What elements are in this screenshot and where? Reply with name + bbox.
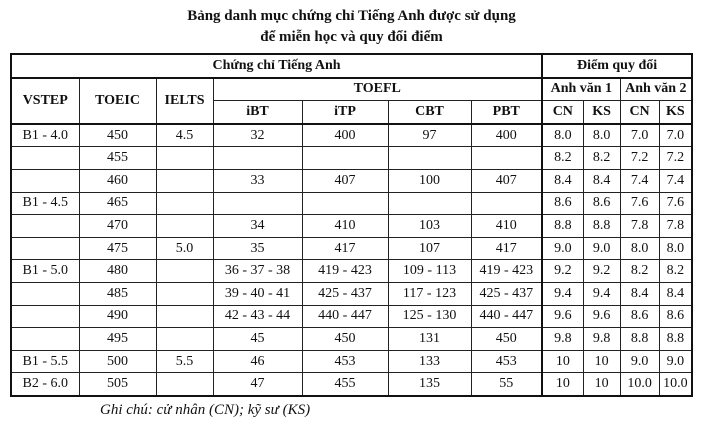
table-cell: 34 (213, 215, 302, 238)
table-cell: 500 (79, 350, 156, 373)
header-ibt: iBT (213, 101, 302, 124)
table-cell: 97 (388, 124, 471, 147)
table-cell: 9.8 (583, 328, 620, 351)
table-cell: 460 (79, 169, 156, 192)
table-row (11, 305, 692, 328)
table-row (11, 192, 692, 215)
table-row (11, 350, 692, 373)
header-ks2: KS (659, 101, 692, 124)
header-cbt: CBT (388, 101, 471, 124)
table-cell: 9.4 (583, 282, 620, 305)
table-cell: 8.6 (659, 305, 692, 328)
table-cell (156, 147, 213, 170)
table-row (11, 373, 692, 396)
table-row (11, 169, 692, 192)
table-cell: 42 - 43 - 44 (213, 305, 302, 328)
table-cell (156, 192, 213, 215)
table-cell: 8.8 (620, 328, 659, 351)
table-cell: 453 (302, 350, 388, 373)
table-cell (388, 192, 471, 215)
table-cell (156, 169, 213, 192)
table-cell (302, 192, 388, 215)
table-cell (156, 305, 213, 328)
table-cell (11, 169, 79, 192)
table-cell: 10.0 (659, 373, 692, 396)
table-cell (156, 282, 213, 305)
table-cell: 425 - 437 (302, 282, 388, 305)
header-ielts: IELTS (156, 78, 213, 124)
table-cell: 7.0 (659, 124, 692, 147)
table-cell: 470 (79, 215, 156, 238)
table-cell: 100 (388, 169, 471, 192)
table-cell: 7.6 (659, 192, 692, 215)
table-cell: 7.4 (620, 169, 659, 192)
table-cell (471, 192, 542, 215)
footnote: Ghi chú: cử nhân (CN); kỹ sư (KS) (100, 402, 311, 418)
table-cell: 5.5 (156, 350, 213, 373)
table-cell: 32 (213, 124, 302, 147)
table-cell: 125 - 130 (388, 305, 471, 328)
table-cell: 419 - 423 (302, 260, 388, 283)
table-cell: 10 (542, 350, 583, 373)
table-cell (11, 237, 79, 260)
header-toefl: TOEFL (213, 78, 542, 101)
table-cell: 9.0 (620, 350, 659, 373)
table-cell (11, 305, 79, 328)
table-cell: 45 (213, 328, 302, 351)
table-cell: 133 (388, 350, 471, 373)
table-cell: 407 (471, 169, 542, 192)
table-cell: 8.2 (620, 260, 659, 283)
table-cell: 440 - 447 (302, 305, 388, 328)
table-cell: 47 (213, 373, 302, 396)
table-cell: 450 (302, 328, 388, 351)
table-cell (156, 373, 213, 396)
table-cell: 455 (302, 373, 388, 396)
table-row (11, 282, 692, 305)
table-cell: 10.0 (620, 373, 659, 396)
table-cell: B1 - 5.5 (11, 350, 79, 373)
table-cell (11, 328, 79, 351)
table-cell: 450 (79, 124, 156, 147)
table-cell: 400 (471, 124, 542, 147)
table-cell: 33 (213, 169, 302, 192)
table-cell: B1 - 5.0 (11, 260, 79, 283)
table-cell: 10 (542, 373, 583, 396)
table-cell: 8.6 (620, 305, 659, 328)
table-cell: 419 - 423 (471, 260, 542, 283)
table-cell: 8.4 (542, 169, 583, 192)
table-cell: 410 (302, 215, 388, 238)
table-cell: 7.2 (620, 147, 659, 170)
table-cell: 440 - 447 (471, 305, 542, 328)
table-cell: 8.2 (659, 260, 692, 283)
table-cell: 475 (79, 237, 156, 260)
table-cell: 9.6 (542, 305, 583, 328)
table-cell: 10 (583, 373, 620, 396)
table-cell: 9.0 (659, 350, 692, 373)
table-cell (156, 328, 213, 351)
table-cell: 131 (388, 328, 471, 351)
table-cell: 39 - 40 - 41 (213, 282, 302, 305)
table-cell: 8.2 (542, 147, 583, 170)
table-cell: 8.4 (583, 169, 620, 192)
table-cell: 407 (302, 169, 388, 192)
table-cell: 8.0 (659, 237, 692, 260)
header-score-group: Điểm quy đổi (542, 54, 692, 78)
table-cell: 455 (79, 147, 156, 170)
table-cell: 36 - 37 - 38 (213, 260, 302, 283)
table-cell (471, 147, 542, 170)
table-cell (11, 147, 79, 170)
table-row (11, 147, 692, 170)
table-cell: 495 (79, 328, 156, 351)
table-cell: 7.2 (659, 147, 692, 170)
table-cell: 8.8 (542, 215, 583, 238)
table-cell: 109 - 113 (388, 260, 471, 283)
table-cell: 417 (471, 237, 542, 260)
table-cell: 453 (471, 350, 542, 373)
header-cn1: CN (542, 101, 583, 124)
table-cell (213, 147, 302, 170)
table-cell: 9.4 (542, 282, 583, 305)
header-itp: iTP (302, 101, 388, 124)
table-cell: 103 (388, 215, 471, 238)
table-cell: 450 (471, 328, 542, 351)
table-title: Bảng danh mục chứng chỉ Tiếng Anh được sử dụng (187, 8, 516, 24)
table-cell (156, 260, 213, 283)
table-cell (388, 147, 471, 170)
table-cell: 8.4 (659, 282, 692, 305)
table-cell: 425 - 437 (471, 282, 542, 305)
table-cell: 8.0 (620, 237, 659, 260)
table-cell: 46 (213, 350, 302, 373)
table-cell: 7.0 (620, 124, 659, 147)
table-cell: 8.8 (659, 328, 692, 351)
header-ks1: KS (583, 101, 620, 124)
table-cell (302, 147, 388, 170)
table-cell: 55 (471, 373, 542, 396)
table-row (11, 237, 692, 260)
table-cell: 5.0 (156, 237, 213, 260)
table-cell: 8.0 (583, 124, 620, 147)
table-cell (11, 282, 79, 305)
table-cell: B1 - 4.5 (11, 192, 79, 215)
table-cell: 117 - 123 (388, 282, 471, 305)
table-cell: 8.8 (583, 215, 620, 238)
header-pbt: PBT (471, 101, 542, 124)
table-cell (156, 215, 213, 238)
table-cell: 7.4 (659, 169, 692, 192)
table-cell: 8.0 (542, 124, 583, 147)
table-cell: 7.8 (659, 215, 692, 238)
table-row (11, 215, 692, 238)
header-av1: Anh văn 1 (542, 78, 620, 101)
table-cell: 7.6 (620, 192, 659, 215)
table-row (11, 124, 692, 147)
table-cell: 10 (583, 350, 620, 373)
table-cell: 7.8 (620, 215, 659, 238)
table-cell (11, 215, 79, 238)
table-cell: 135 (388, 373, 471, 396)
table-row (11, 328, 692, 351)
table-cell: B1 - 4.0 (11, 124, 79, 147)
table-cell: 9.6 (583, 305, 620, 328)
table-cell: 465 (79, 192, 156, 215)
table-cell: 35 (213, 237, 302, 260)
header-vstep: VSTEP (11, 78, 79, 124)
table-row (11, 260, 692, 283)
table-cell: 9.0 (583, 237, 620, 260)
table-cell (213, 192, 302, 215)
table-cell: 417 (302, 237, 388, 260)
table-cell: 490 (79, 305, 156, 328)
table-cell: 9.0 (542, 237, 583, 260)
header-toeic: TOEIC (79, 78, 156, 124)
table-cell: 480 (79, 260, 156, 283)
table-cell: 107 (388, 237, 471, 260)
table-cell: 9.2 (542, 260, 583, 283)
table-cell: 8.2 (583, 147, 620, 170)
table-cell: 400 (302, 124, 388, 147)
table-subtitle: để miễn học và quy đổi điểm (260, 29, 443, 45)
table-cell: 8.6 (583, 192, 620, 215)
certificate-table (10, 53, 693, 397)
table-cell: 9.8 (542, 328, 583, 351)
table-cell: 410 (471, 215, 542, 238)
table-cell: 505 (79, 373, 156, 396)
table-cell: 9.2 (583, 260, 620, 283)
table-cell: B2 - 6.0 (11, 373, 79, 396)
header-cn2: CN (620, 101, 659, 124)
header-av2: Anh văn 2 (620, 78, 692, 101)
header-cert-group: Chứng chỉ Tiếng Anh (11, 54, 542, 78)
table-cell: 4.5 (156, 124, 213, 147)
table-cell: 8.6 (542, 192, 583, 215)
table-cell: 485 (79, 282, 156, 305)
table-cell: 8.4 (620, 282, 659, 305)
